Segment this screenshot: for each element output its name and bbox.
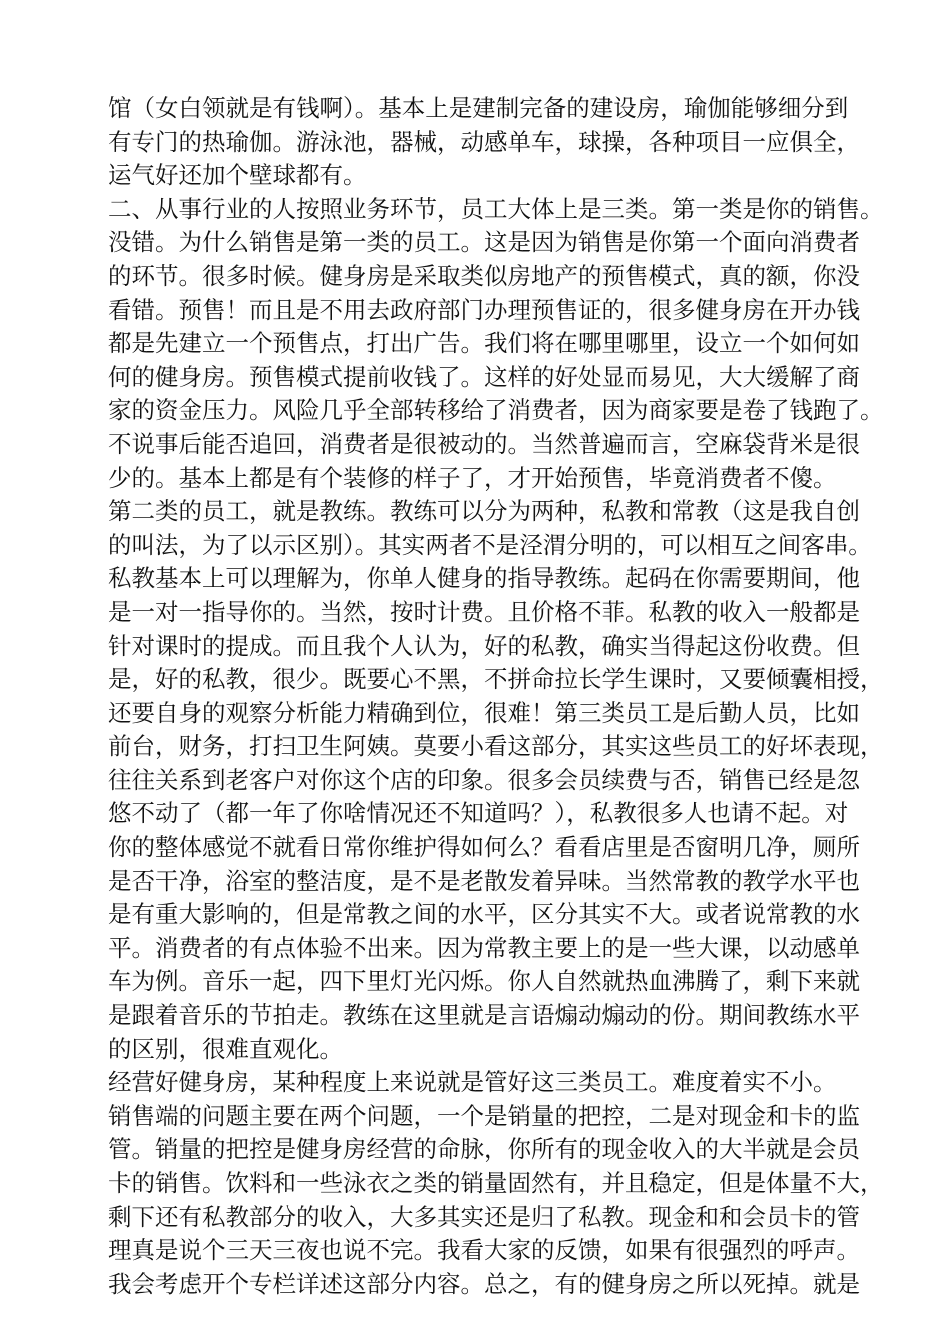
text-line: 第二类的员工，就是教练。教练可以分为两种，私教和常教（这是我自创 [108, 497, 860, 526]
text-line: 运气好还加个壁球都有。 [108, 161, 367, 190]
text-line: 经营好健身房，某种程度上来说就是管好这三类员工。难度着实不小。 [108, 1068, 837, 1097]
text-line: 销售端的问题主要在两个问题，一个是销量的把控，二是对现金和卡的监 [108, 1101, 860, 1130]
text-line: 还要自身的观察分析能力精确到位，很难！第三类员工是后勤人员，比如 [108, 698, 860, 727]
text-line: 有专门的热瑜伽。游泳池，器械，动感单车，球操，各种项目一应俱全， [108, 127, 860, 156]
text-line: 何的健身房。预售模式提前收钱了。这样的好处显而易见，大大缓解了商 [108, 362, 860, 391]
text-line: 是跟着音乐的节拍走。教练在这里就是言语煽动煽动的份。期间教练水平 [108, 1001, 860, 1030]
text-line: 家的资金压力。风险几乎全部转移给了消费者，因为商家要是卷了钱跑了。 [108, 396, 884, 425]
text-line: 剩下还有私教部分的收入，大多其实还是归了私教。现金和和会员卡的管 [108, 1202, 860, 1231]
text-line: 的区别，很难直观化。 [108, 1034, 343, 1063]
text-line: 我会考虑开个专栏详述这部分内容。总之，有的健身房之所以死掉。就是 [108, 1269, 860, 1298]
text-line: 不说事后能否追回，消费者是很被动的。当然普遍而言，空麻袋背米是很 [108, 429, 860, 458]
text-line: 悠不动了（都一年了你啥情况还不知道吗？），私教很多人也请不起。对 [108, 799, 849, 828]
text-line: 是有重大影响的，但是常教之间的水平，区分其实不大。或者说常教的水 [108, 900, 860, 929]
text-line: 你的整体感觉不就看日常你维护得如何么？看看店里是否窗明几净，厕所 [108, 833, 860, 862]
text-line: 理真是说个三天三夜也说不完。我看大家的反馈，如果有很强烈的呼声。 [108, 1236, 860, 1265]
text-line: 少的。基本上都是有个装修的样子了，才开始预售，毕竟消费者不傻。 [108, 463, 837, 492]
text-line: 私教基本上可以理解为，你单人健身的指导教练。起码在你需要期间，他 [108, 564, 860, 593]
text-line: 针对课时的提成。而且我个人认为，好的私教，确实当得起这份收费。但 [108, 631, 860, 660]
text-line: 管。销量的把控是健身房经营的命脉，你所有的现金收入的大半就是会员 [108, 1135, 860, 1164]
text-line: 往往关系到老客户对你这个店的印象。很多会员续费与否，销售已经是忽 [108, 765, 860, 794]
text-line: 平。消费者的有点体验不出来。因为常教主要上的是一些大课，以动感单 [108, 933, 860, 962]
text-line: 是否干净，浴室的整洁度，是不是老散发着异味。当然常教的教学水平也 [108, 866, 860, 895]
text-line: 车为例。音乐一起，四下里灯光闪烁。你人自然就热血沸腾了，剩下来就 [108, 967, 860, 996]
text-line: 馆（女白领就是有钱啊）。基本上是建制完备的建设房，瑜伽能够细分到 [108, 94, 849, 122]
text-line: 二、从事行业的人按照业务环节，员工大体上是三类。第一类是你的销售。 [108, 194, 884, 223]
text-line: 的叫法，为了以示区别）。其实两者不是泾渭分明的，可以相互之间客串。 [108, 530, 872, 559]
text-line: 都是先建立一个预售点，打出广告。我们将在哪里哪里，设立一个如何如 [108, 329, 860, 358]
text-line: 前台，财务，打扫卫生阿姨。莫要小看这部分，其实这些员工的好坏表现， [108, 732, 884, 761]
text-line: 看错。预售！而且是不用去政府部门办理预售证的，很多健身房在开办钱 [108, 295, 860, 324]
text-line: 没错。为什么销售是第一类的员工。这是因为销售是你第一个面向消费者 [108, 228, 860, 257]
text-line: 卡的销售。饮料和一些泳衣之类的销量固然有，并且稳定，但是体量不大， [108, 1169, 884, 1197]
body-text [108, 92, 884, 1301]
text-line: 是，好的私教，很少。既要心不黑，不拼命拉长学生课时，又要倾囊相授， [108, 665, 884, 694]
text-line: 的环节。很多时候。健身房是采取类似房地产的预售模式，真的额，你没 [108, 261, 860, 290]
text-line: 是一对一指导你的。当然，按时计费。且价格不菲。私教的收入一般都是 [108, 597, 860, 626]
